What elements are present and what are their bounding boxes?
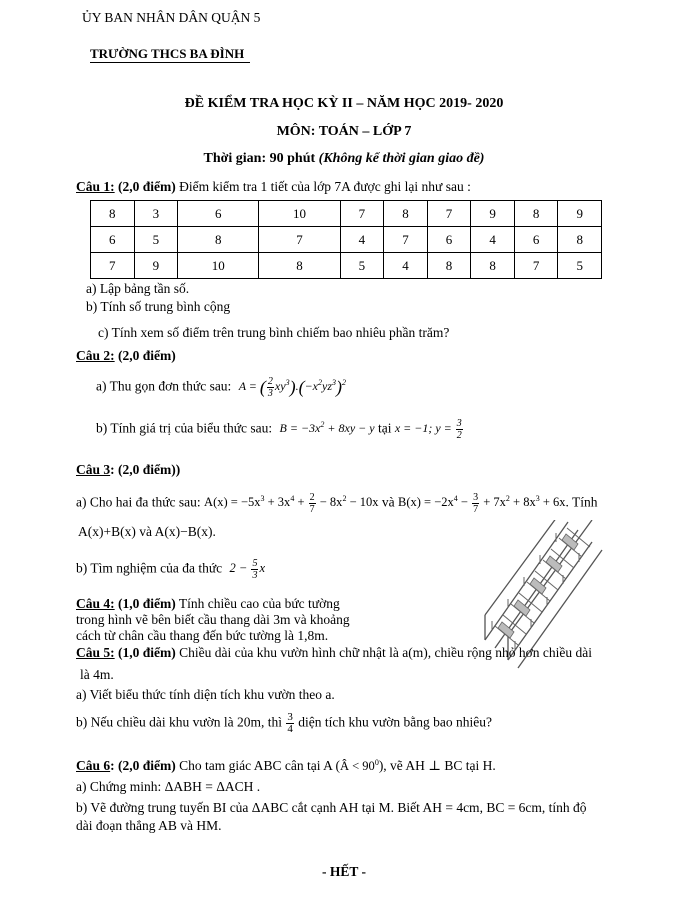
q2-b-tai: tại: [377, 420, 392, 436]
q3-part-b: [76, 558, 265, 581]
table-cell: 7: [514, 253, 558, 279]
table-cell: 8: [514, 201, 558, 227]
q3-points: : (2,0 điểm)): [110, 462, 181, 477]
table-row: [91, 201, 602, 227]
q1-part-a: a) Lập bảng tần số.: [86, 281, 190, 296]
table-cell: 7: [259, 227, 340, 253]
subject-title: MÔN: TOÁN – LỚP 7: [276, 124, 412, 139]
table-cell: 4: [340, 227, 384, 253]
q3-a-poly-b: $B(x) = -2x^4$ − $\frac{3}{7}$ + $7x^2 + 8x^3 + 6x$: [398, 492, 566, 515]
q3-a-text: a) Cho hai đa thức sau:: [76, 494, 201, 510]
q5-b-text2: diện tích khu vườn bằng bao nhiêu?: [298, 714, 492, 730]
q1-text: Điểm kiểm tra 1 tiết của lớp 7A được ghi lại như sau :: [179, 179, 471, 194]
q2-a-text: a) Thu gọn đơn thức sau:: [96, 378, 232, 394]
q2-label: Câu 2:: [76, 348, 115, 363]
q4-label: Câu 4:: [76, 596, 115, 611]
exam-title: ĐỀ KIỂM TRA HỌC KỲ II – NĂM HỌC 2019- 2020: [184, 96, 504, 111]
q2-points: (2,0 điểm): [118, 348, 176, 363]
table-cell: 5: [134, 227, 178, 253]
table-cell: 8: [259, 253, 340, 279]
q5-line1: Chiều dài của khu vườn hình chữ nhật là a(m), chiều rộng nhỏ hơn chiều dài: [179, 645, 592, 660]
table-cell: 8: [91, 201, 135, 227]
q5-b-text1: b) Nếu chiều dài khu vườn là 20m, thì: [76, 714, 283, 730]
q5-heading: [76, 645, 592, 661]
table-row: [91, 253, 602, 279]
q2-b-text: b) Tính giá trị của biểu thức sau:: [96, 420, 273, 436]
q5-points: (1,0 điểm): [118, 645, 176, 660]
q5-line2: là 4m.: [80, 667, 114, 682]
table-cell: 6: [178, 201, 259, 227]
q6-part-b-line2: dài đoạn thẳng AB và HM.: [76, 818, 222, 833]
q3-a-and: và: [381, 494, 395, 510]
q4-line2: trong hình vẽ bên biết cầu thang dài 3m và khoảng: [76, 612, 350, 627]
table-cell: 6: [514, 227, 558, 253]
table-cell: 9: [471, 201, 515, 227]
q2-b-formula: $B = -3x^2 + 8xy - y$: [279, 420, 375, 436]
q5-part-b: [76, 712, 492, 735]
table-cell: 8: [178, 227, 259, 253]
q3-a-end: . Tính: [565, 494, 598, 510]
table-row: [91, 227, 602, 253]
q5-b-fraction: $\frac{3}{4}$: [287, 711, 293, 735]
q4-heading: [76, 596, 340, 612]
q3-b-formula: 2 − $\frac{5}{3}$ x: [229, 558, 266, 581]
q6-line1-end: ), vẽ AH ⊥ BC tại H.: [378, 758, 496, 774]
time-label: Thời gian: 90 phút: [203, 151, 316, 166]
q5-label: Câu 5:: [76, 645, 115, 660]
time-note: (Không kể thời gian giao đề): [318, 151, 485, 166]
q3-a-poly-a: $A(x) = -5x^3 + 3x^4$ + $\frac{2}{7}$ − $8x^2 - 10x$: [204, 492, 379, 515]
school-underline: [90, 62, 250, 63]
q2-a-formula: A = ( $\frac{2}{3}$ $xy^3).(-x^2yz^3)^2$: [238, 376, 346, 399]
table-cell: 4: [384, 253, 428, 279]
q6-label: Câu 6: [76, 758, 111, 774]
table-cell: 8: [558, 227, 602, 253]
q3-b-text: b) Tìm nghiệm của đa thức: [76, 560, 223, 576]
q3-label: Câu 3: [76, 462, 111, 477]
q6-angle: Â < $90^0$: [339, 758, 379, 774]
table-cell: 7: [384, 227, 428, 253]
q6-points: : (2,0 điểm): [110, 758, 176, 774]
table-cell: 10: [178, 253, 259, 279]
q2-heading: [76, 348, 176, 364]
q2-part-b: [96, 418, 464, 441]
table-cell: 8: [471, 253, 515, 279]
q4-points: (1,0 điểm): [118, 596, 176, 611]
q6-heading: [76, 758, 496, 774]
table-cell: 6: [91, 227, 135, 253]
table-cell: 4: [471, 227, 515, 253]
table-cell: 7: [427, 201, 471, 227]
q2-b-values: x = −1; y = $\frac{3}{2}$: [394, 418, 462, 441]
score-table: [90, 200, 602, 279]
q2-part-a: [96, 376, 346, 399]
q6-part-a: a) Chứng minh: ΔABH = ΔACH .: [76, 779, 261, 794]
end-marker: - HẾT -: [321, 864, 366, 879]
table-cell: 5: [340, 253, 384, 279]
q1-part-c: c) Tính xem số điểm trên trung bình chiếm bao nhiêu phần trăm?: [98, 325, 450, 340]
q6-part-b-line1: b) Vẽ đường trung tuyến BI của ΔABC cắt cạnh AH tại M. Biết AH = 4cm, BC = 6cm, tính độ: [76, 800, 587, 815]
table-cell: 10: [259, 201, 340, 227]
school-name: TRƯỜNG THCS BA ĐÌNH: [90, 46, 245, 61]
q3-a-line2: A(x)+B(x) và A(x)−B(x).: [78, 524, 216, 539]
table-cell: 3: [134, 201, 178, 227]
table-cell: 8: [427, 253, 471, 279]
table-cell: 7: [340, 201, 384, 227]
q1-heading: [76, 179, 471, 195]
table-cell: 6: [427, 227, 471, 253]
table-cell: 8: [384, 201, 428, 227]
table-cell: 7: [91, 253, 135, 279]
table-cell: 5: [558, 253, 602, 279]
q5-part-a: a) Viết biểu thức tính diện tích khu vườn theo a.: [76, 687, 335, 702]
q4-line3: cách từ chân cầu thang đến bức tường là 1,8m.: [76, 628, 329, 643]
exam-time: [0, 151, 688, 167]
q1-points: (2,0 điểm): [118, 179, 176, 194]
committee-name: ỦY BAN NHÂN DÂN QUẬN 5: [82, 10, 261, 25]
q6-line1: Cho tam giác ABC cân tại A (: [179, 758, 340, 774]
q3-heading: [76, 462, 180, 478]
q4-line1: Tính chiều cao của bức tường: [178, 596, 340, 611]
q3-part-a: [76, 492, 598, 515]
q1-label: Câu 1:: [76, 179, 115, 194]
table-cell: 9: [134, 253, 178, 279]
q1-part-b: b) Tính số trung bình cộng: [86, 299, 231, 314]
table-cell: 9: [558, 201, 602, 227]
